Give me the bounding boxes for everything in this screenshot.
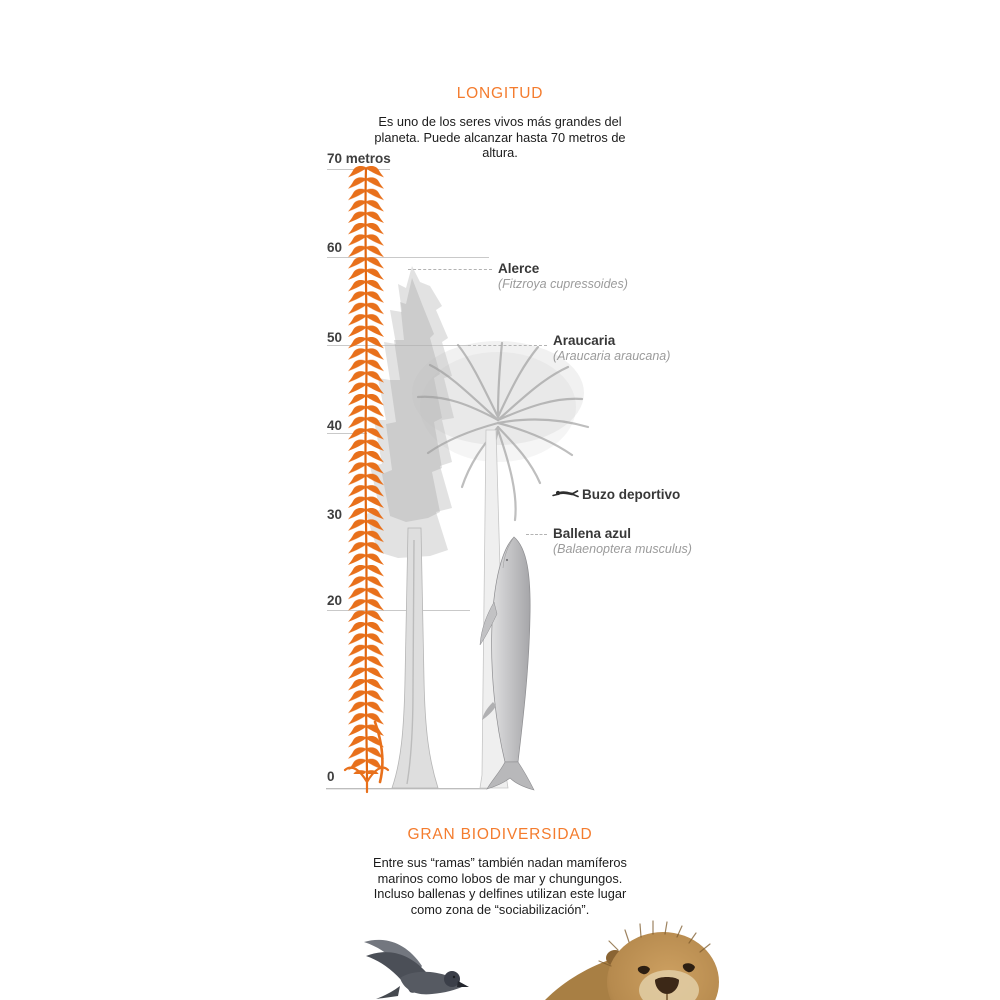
ballena-name: Ballena azul xyxy=(553,526,632,541)
alerce-name: Alerce xyxy=(498,261,540,276)
axis-tick-30: 30 xyxy=(327,507,343,522)
giant-kelp-illustration xyxy=(342,162,390,796)
axis-tick-0: 0 xyxy=(327,769,335,784)
sea-bird-illustration xyxy=(356,932,484,1000)
axis-tick-40: 40 xyxy=(327,418,343,433)
blue-whale-illustration xyxy=(470,530,550,792)
scuba-diver-icon xyxy=(551,485,579,501)
buzo-name: Buzo deportivo xyxy=(582,487,681,502)
axis-tick-60: 60 xyxy=(327,240,343,255)
longitud-intro-text: Es uno de los seres vivos más grandes del planeta. Puede alcanzar hasta 70 metros de altura. xyxy=(374,114,626,160)
buzo-label-group xyxy=(582,487,680,503)
alerce-label-group xyxy=(498,261,628,292)
biodiversidad-text: Entre sus “ramas” también nadan mamíferos marinos como lobos de mar y chungungos. Incluso ballenas y delfines utilizan este lugar como zona de “sociabilización”. xyxy=(373,855,627,917)
chungungo-otter-illustration xyxy=(545,918,725,1000)
araucaria-scientific-name: (Araucaria araucana) xyxy=(553,349,671,363)
axis-tick-50: 50 xyxy=(327,330,343,345)
axis-tick-70m: 70 metros xyxy=(327,151,391,166)
alerce-scientific-name: (Fitzroya cupressoides) xyxy=(498,277,628,291)
ballena-label-group xyxy=(553,526,692,557)
longitud-section-title: LONGITUD xyxy=(456,85,544,102)
axis-tick-20: 20 xyxy=(327,593,343,608)
ballena-scientific-name: (Balaenoptera musculus) xyxy=(553,542,692,556)
araucaria-name: Araucaria xyxy=(553,333,616,348)
biodiversidad-section-title: GRAN BIODIVERSIDAD xyxy=(407,826,593,843)
araucaria-label-group xyxy=(553,333,670,364)
